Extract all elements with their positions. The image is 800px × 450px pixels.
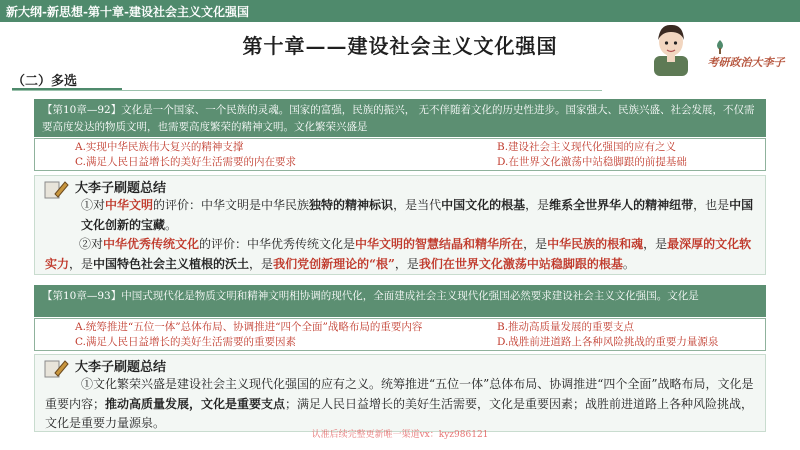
question-92-stem: 【第10章—92】文化是一个国家、一个民族的灵魂。国家的富强，民族的振兴， 无不伴随着文化的历史性进步。国家强大、民族兴盛、社会发展，不仅需要高度发达的物质文明，也需要高度繁荣的精神文明。文化繁荣兴盛是 (34, 99, 766, 137)
option-a: A.统筹推进“五位一体”总体布局、协调推进“四个全面”战略布局的重要内容 (75, 321, 423, 333)
summary-paragraph (45, 375, 757, 434)
section-label-text: （二）多选 (12, 74, 78, 89)
option-b: B.推动高质量发展的重要支点 (497, 321, 635, 333)
text-span: ，是 (523, 237, 548, 251)
bold-span: 推动高质量发展，文化是重要支点 (105, 396, 286, 411)
pen-icon (43, 178, 69, 200)
section-divider (12, 90, 602, 91)
text-span: ，是 (69, 256, 94, 271)
option-d: D.战胜前进道路上各种风险挑战的重要力量源泉 (497, 336, 719, 348)
highlight-span: 中华民族的根和魂 (547, 237, 644, 251)
avatar (648, 20, 694, 76)
highlight-span: 最深厚的文化软实力 (45, 237, 752, 271)
bold-span: 独特的精神标识 (309, 198, 394, 212)
option-d: D.在世界文化激荡中站稳脚跟的前提基础 (497, 156, 687, 168)
question-92-options (34, 138, 766, 171)
question-93-stem: 【第10章—93】中国式现代化是物质文明和精神文明相协调的现代化，全面建成社会主义现代化强国必然要求建设社会主义文化强国。文化是 (34, 285, 766, 317)
text-span: ，是当代 (393, 198, 442, 212)
section-label (12, 70, 122, 90)
breadcrumb: 新大纲-新思想-第十章-建设社会主义文化强国 (6, 5, 249, 19)
top-bar (0, 0, 800, 22)
text-span: 。 (622, 256, 635, 271)
highlight-span: 我们党创新理论的“根” (273, 256, 395, 271)
summary-paragraph-2 (45, 235, 757, 274)
summary-box-2 (34, 354, 766, 432)
question-93-options (34, 318, 766, 351)
brand-name: 考研政治大李子 (707, 56, 785, 69)
summary-heading: 大李子刷题总结 (75, 181, 167, 196)
summary-paragraph-1 (81, 196, 757, 235)
text-span: 。 (165, 217, 178, 232)
text-span: ②对 (79, 237, 104, 251)
page-title: 第十章——建设社会主义文化强国 (242, 34, 558, 58)
option-c: C.满足人民日益增长的美好生活需要的重要因素 (75, 336, 296, 348)
bold-span: 中国文化的根基 (441, 198, 526, 212)
text-span: ；满足人民日益增长的美好生活需要，文化是重要因素；战胜前进道路上各种风险挑战，文化是重要力量源泉。 (45, 396, 754, 430)
text-span: ①文化繁荣兴盛是建设社会主义现代化强国的应有之义。统筹推进“五位一体”总体布局、协调推进“四个全面”战略布局，文化是重要内容； (45, 377, 754, 411)
highlight-span: 中华文明的智慧结晶和精华所在 (355, 237, 524, 251)
option-c: C.满足人民日益增长的美好生活需要的内在要求 (75, 156, 296, 168)
bold-span: 维系全世界华人的精神纽带 (549, 198, 694, 212)
bold-span: 中国特色社会主义植根的沃土 (93, 256, 250, 271)
highlight-span: 中华文明 (105, 198, 154, 212)
text-span: 的评价：中华文明是中华民族 (153, 198, 310, 212)
option-b: B.建设社会主义现代化强国的应有之义 (497, 141, 677, 153)
highlight-span: 中华优秀传统文化 (103, 237, 200, 251)
text-span: 的评价：中华优秀传统文化是 (199, 237, 356, 251)
text-span: ，是 (394, 256, 419, 271)
text-span: ，是 (249, 256, 274, 271)
text-span: ，是 (525, 198, 550, 212)
text-span: ，是 (643, 237, 668, 251)
watermark: 认准后续完整更新唯一渠道vx：kyz986121 (311, 430, 489, 440)
text-span: ，也是 (693, 198, 730, 212)
option-a: A.实现中华民族伟大复兴的精神支撑 (75, 141, 244, 153)
text-span: ①对 (81, 198, 106, 212)
bold-span: 中国文化创新的宝藏 (81, 198, 754, 232)
summary-heading: 大李子刷题总结 (75, 360, 167, 375)
highlight-span: 我们在世界文化激荡中站稳脚跟的根基 (418, 256, 623, 271)
summary-box-1 (34, 175, 766, 275)
